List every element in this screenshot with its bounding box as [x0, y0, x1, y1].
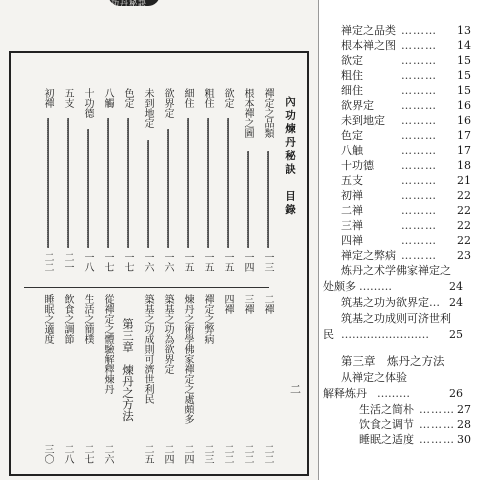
scan-column-page: 三〇	[42, 444, 53, 464]
toc-entry	[359, 432, 471, 448]
toc-entry-title: 四禅	[341, 234, 363, 247]
toc-entry-page: 16	[457, 114, 471, 127]
toc-leader: ………	[401, 144, 437, 157]
toc-leader: ………	[359, 280, 392, 293]
toc-leader: ………	[401, 54, 437, 67]
toc-leader: ………	[401, 24, 437, 37]
scan-leader	[207, 118, 209, 248]
scan-column-page: 一八	[82, 252, 93, 272]
scan-column-page: 二六	[102, 444, 113, 464]
scan-column-page: 一四	[242, 252, 253, 272]
toc-entry	[341, 143, 471, 159]
scan-column-title: 粗住	[202, 88, 213, 108]
scan-column-title: 八觸	[102, 88, 113, 108]
scan-column-title: 根本禪之圖	[242, 88, 253, 138]
toc-leader: ………	[377, 387, 410, 400]
scan-leader	[247, 151, 249, 248]
toc-entry-title: 睡眠之适度	[359, 433, 414, 446]
toc-entry-title: 初禅	[341, 189, 363, 202]
scan-column-page: 二二	[262, 444, 273, 464]
scan-column-title: 睡眠之適度	[42, 294, 53, 344]
toc-entry	[341, 38, 471, 54]
scan-column-title: 築基之功成則可濟世利民	[142, 294, 153, 404]
scan-leader	[227, 118, 229, 248]
toc-leader: ……………………	[341, 328, 429, 341]
toc-entry-title: 根本禅之图	[341, 39, 396, 52]
scan-leader	[187, 118, 189, 248]
chapter-sub-line2: 解释炼丹	[323, 387, 367, 400]
scan-column-page: 一六	[142, 252, 153, 272]
toc-entry-jiji: 筑基之功为欲界定	[341, 296, 429, 309]
toc-entry	[341, 68, 471, 84]
seal-text: 功丹秘訣	[111, 0, 147, 8]
toc-entry-page: 22	[457, 234, 471, 247]
scan-leader	[147, 140, 149, 248]
toc-leader: ………	[401, 159, 437, 172]
toc-page: 25	[449, 328, 463, 341]
toc-leader: ………	[401, 234, 437, 247]
toc-page: 24	[449, 296, 463, 309]
toc-entry	[341, 53, 471, 69]
toc-leader: ………	[401, 219, 437, 232]
scan-leader	[67, 118, 69, 248]
scan-column-title: 欲界定	[162, 88, 173, 118]
toc-leader: ………	[401, 189, 437, 202]
toc-entry-page: 22	[457, 204, 471, 217]
toc-entry-title: 十功德	[341, 159, 374, 172]
toc-leader: ………	[401, 174, 437, 187]
scan-column-title: 三禪	[242, 294, 253, 314]
toc-leader: ………	[401, 39, 437, 52]
chapter-sub-line1: 从禅定之体验	[341, 371, 407, 384]
scan-column-page: 二七	[82, 444, 93, 464]
toc-leader: ………	[401, 84, 437, 97]
toc-entry-title: 二禅	[341, 204, 363, 217]
toc-entry-title: 欲定	[341, 54, 363, 67]
toc-entry-title: 生活之简朴	[359, 403, 414, 416]
toc-entry-page: 30	[457, 433, 471, 446]
toc-entry	[341, 98, 471, 114]
toc-entry	[341, 173, 471, 189]
toc-entry-page: 13	[457, 24, 471, 37]
toc-entry-page: 15	[457, 69, 471, 82]
toc-entry-page: 23	[457, 249, 471, 262]
toc-leader: ………	[401, 69, 437, 82]
toc-entry-wrap2-line2: 民	[323, 328, 334, 341]
scan-column-page: 二二	[42, 252, 53, 272]
toc-entry-page: 27	[457, 403, 471, 416]
scan-column-title: 生活之簡樸	[82, 294, 93, 344]
divider-line	[24, 287, 269, 288]
scan-column-title: 色定	[122, 88, 133, 108]
toc-page: 26	[449, 387, 463, 400]
chapter-heading: 第三章 炼丹之方法	[341, 354, 445, 368]
toc-leader: ………	[419, 403, 455, 416]
scan-column-title: 欲定	[222, 88, 233, 108]
toc-entry-wrap1-line2: 处颇多	[323, 280, 356, 293]
toc-entry-page: 22	[457, 189, 471, 202]
toc-entry-page: 28	[457, 418, 471, 431]
scan-leader	[267, 151, 269, 248]
toc-leader: ………	[419, 433, 455, 446]
toc-entry-page: 16	[457, 99, 471, 112]
toc-entry-page: 14	[457, 39, 471, 52]
toc-entry-wrap1-line1: 炼丹之术学佛家禅定之	[341, 264, 451, 277]
toc-entry-title: 八触	[341, 144, 363, 157]
scan-column-page: 二四	[162, 444, 173, 464]
toc-entry	[341, 158, 471, 174]
scan-column-page: 一五	[222, 252, 233, 272]
scan-leader	[127, 118, 129, 248]
toc-entry	[341, 83, 471, 99]
scan-column-title: 二禪	[262, 294, 273, 314]
toc-entry	[341, 203, 471, 219]
toc-entry	[359, 402, 471, 418]
scan-column-title: 十功德	[82, 88, 93, 118]
toc-entry	[341, 113, 471, 129]
scan-column-page: 二五	[142, 444, 153, 464]
toc-entry-page: 15	[457, 84, 471, 97]
scan-column-title: 煉丹之術學佛家禪定之處頗多	[182, 294, 193, 424]
scan-column-title: 初禪	[42, 88, 53, 108]
toc-leader: …	[429, 296, 440, 309]
scan-column-title: 築基之功為欲界定	[162, 294, 173, 374]
toc-entry-page: 22	[457, 219, 471, 232]
toc-leader: ………	[419, 418, 455, 431]
scan-column-title: 禪定之品類	[262, 88, 273, 138]
toc-entry-title: 色定	[341, 129, 363, 142]
scan-column-page: 二二	[242, 444, 253, 464]
scan-column-page: 二三	[202, 444, 213, 464]
scan-column-page: 一七	[122, 252, 133, 272]
scan-leader	[87, 129, 89, 248]
scan-column-page: 二二	[222, 444, 233, 464]
toc-entry	[341, 248, 471, 264]
toc-entry	[341, 188, 471, 204]
toc-leader: ………	[401, 99, 437, 112]
scan-column-page: 一六	[162, 252, 173, 272]
toc-entry-page: 18	[457, 159, 471, 172]
toc-entry-page: 21	[457, 174, 471, 187]
toc-entry-title: 禅定之品类	[341, 24, 396, 37]
scan-column-page: 二八	[62, 444, 73, 464]
toc-entry-title: 细住	[341, 84, 363, 97]
toc-leader: ………	[401, 114, 437, 127]
toc-page: 24	[449, 280, 463, 293]
scan-chapter-heading: 第三章 煉丹之方法	[121, 318, 135, 422]
toc-entry-title: 未到地定	[341, 114, 385, 127]
toc-entry	[341, 23, 471, 39]
scan-column-page: 二四	[182, 444, 193, 464]
toc-entry-page: 17	[457, 144, 471, 157]
scan-column-page: 一七	[102, 252, 113, 272]
toc-entry	[341, 128, 471, 144]
toc-entry-title: 禅定之弊病	[341, 249, 396, 262]
toc-entry-title: 欲界定	[341, 99, 374, 112]
toc-leader: ………	[401, 204, 437, 217]
scan-column-page: 一五	[202, 252, 213, 272]
toc-leader: ………	[401, 249, 437, 262]
scan-column-title: 五支	[62, 88, 73, 108]
scan-column-title: 四禪	[222, 294, 233, 314]
scan-column-page: 一三	[262, 252, 273, 272]
scan-leader	[167, 129, 169, 248]
toc-entry-title: 粗住	[341, 69, 363, 82]
book-side-title: 內功煉丹秘訣 目錄	[284, 96, 296, 218]
scan-column-title: 禪定之弊病	[202, 294, 213, 344]
toc-entry-page: 15	[457, 54, 471, 67]
toc-entry-title: 饮食之调节	[359, 418, 414, 431]
toc-entry	[341, 233, 471, 249]
scan-column-title: 細住	[182, 88, 193, 108]
toc-entry	[341, 218, 471, 234]
toc-leader: ………	[401, 129, 437, 142]
toc-entry-title: 五支	[341, 174, 363, 187]
side-page-number: 二	[290, 383, 301, 396]
scan-column-page: 一五	[182, 252, 193, 272]
toc-entry-wrap2-line1: 筑基之功成则可济世利	[341, 312, 451, 325]
toc-entry-title: 三禅	[341, 219, 363, 232]
toc-entry	[359, 417, 471, 433]
scan-leader	[107, 118, 109, 248]
scan-column-title: 從禪定之體驗解釋煉丹	[102, 294, 113, 394]
toc-entry-page: 17	[457, 129, 471, 142]
scan-column-title: 飲食之調節	[62, 294, 73, 344]
scan-leader	[47, 118, 49, 248]
toc-transcription	[318, 0, 481, 480]
scan-column-page: 二一	[62, 252, 73, 272]
scan-column-title: 未到地定	[142, 88, 153, 128]
